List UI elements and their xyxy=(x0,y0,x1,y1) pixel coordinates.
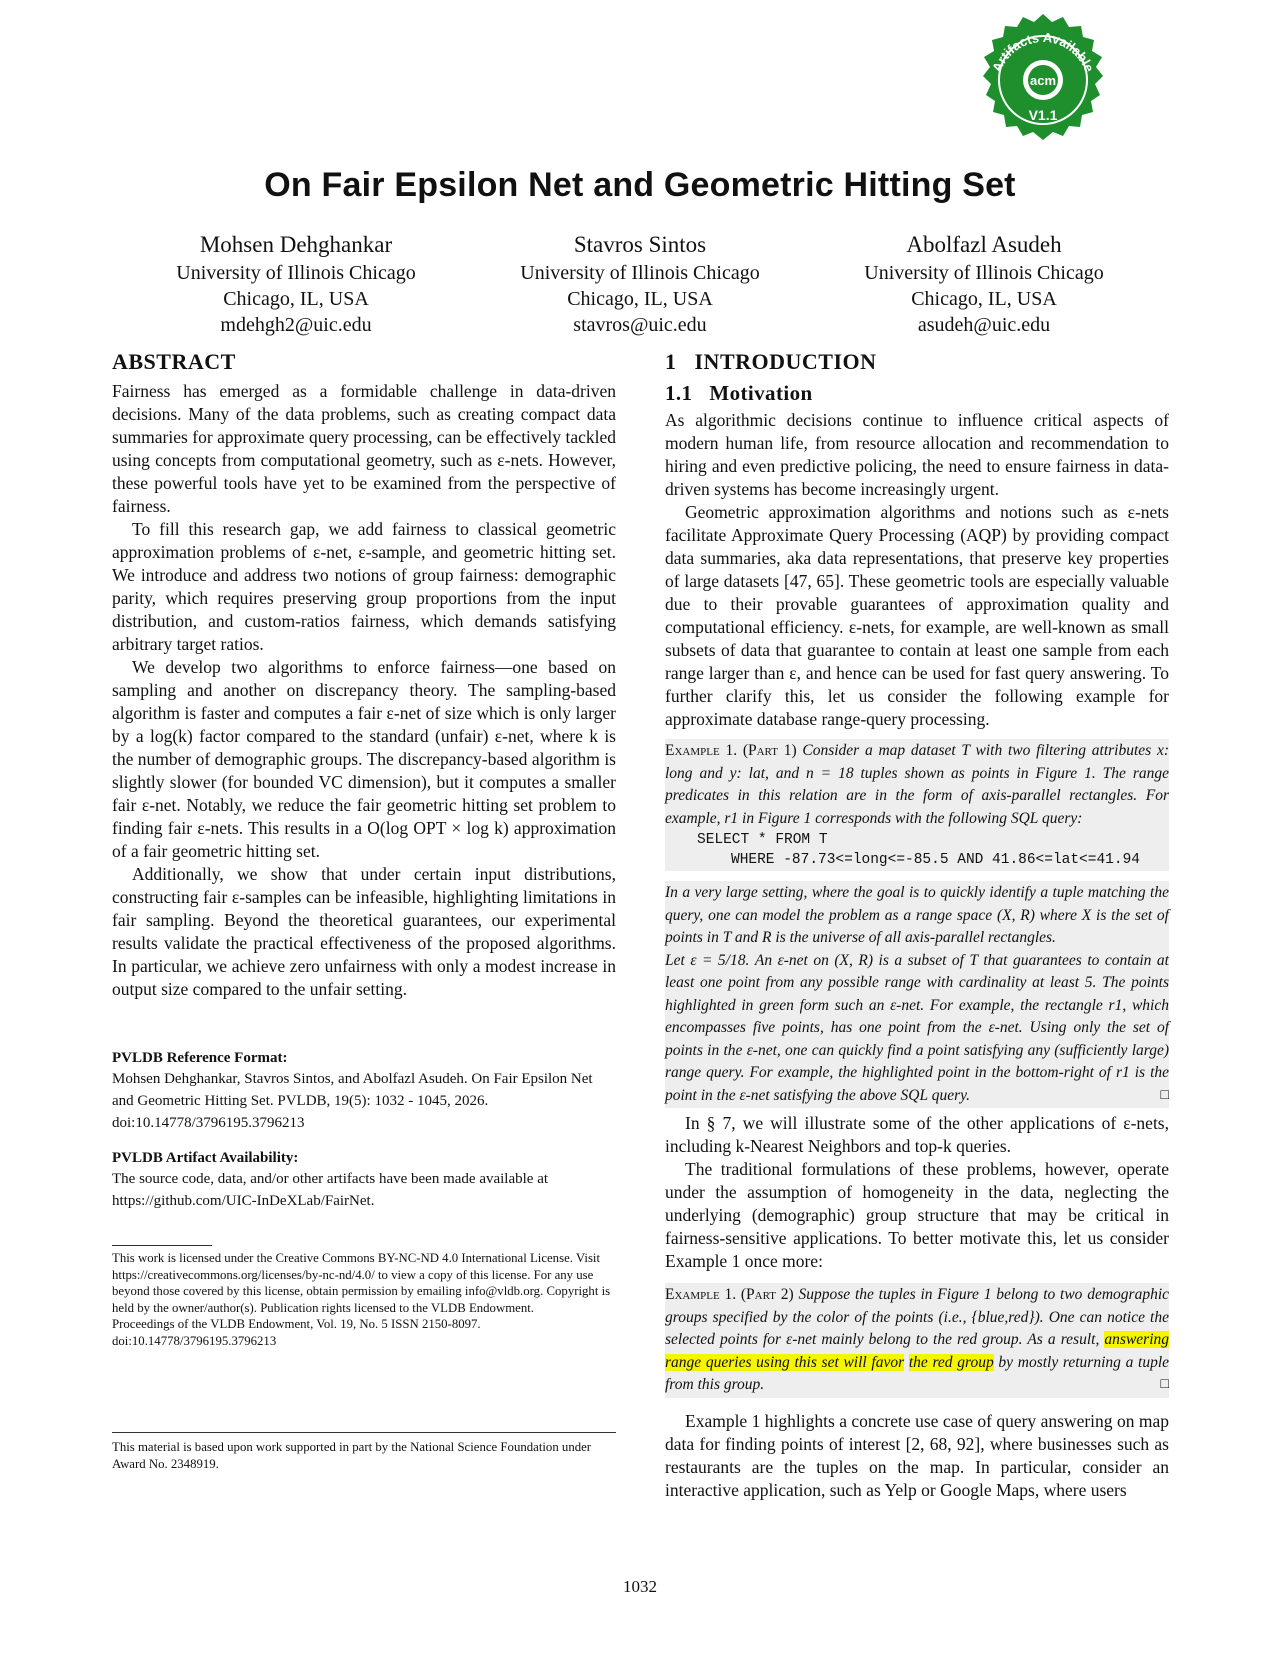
acm-logo-text: acm xyxy=(1029,73,1057,88)
license-footnote xyxy=(112,1250,616,1349)
example-1-part-2 xyxy=(665,1283,1169,1398)
author-1 xyxy=(146,230,446,338)
badge-version: V1.1 xyxy=(1028,107,1058,123)
sql-query-line-2: WHERE -87.73<=long<=-85.5 AND 41.86<=lat<=41.94 xyxy=(731,852,1140,868)
qed-symbol: □ xyxy=(1160,1087,1169,1103)
abstract-paragraph-2: To fill this research gap, we add fairness to classical geometric approximation problems of ε-net, ε-sample, and geometric hitting set. We introduce and address two notions of group fairness: demographic parity, which requires preserving group proportions from the input distribution, and custom-ratios fairness, which demands satisfying arbitrary target ratios. xyxy=(112,519,616,654)
abstract-heading: ABSTRACT xyxy=(112,349,236,374)
right-column xyxy=(665,348,1169,1502)
author-affiliation: University of Illinois Chicago xyxy=(520,262,760,284)
author-location: Chicago, IL, USA xyxy=(223,288,369,310)
author-name: Stavros Sintos xyxy=(573,232,707,257)
license-doi: doi:10.14778/3796195.3796213 xyxy=(112,1333,277,1348)
intro-paragraph-3: In § 7, we will illustrate some of the other applications of ε-nets, including k-Nearest Neighbors and top-k queries. xyxy=(665,1113,1169,1156)
example-1-part-1 xyxy=(665,739,1169,871)
abstract-paragraph-3: We develop two algorithms to enforce fairness—one based on sampling and another on discrepancy theory. The sampling-based algorithm is faster and computes a fair ε-net of size which is only larger by a log(k) factor compared to the standard (unfair) ε-net, where k is the number of demographic groups. The discrepancy-based algorithm is slightly slower (for bounded VC dimension), but it computes a smaller fair ε-net. Notably, we reduce the fair geometric hitting set problem to finding fair ε-nets. This results in a O(log OPT × log k) approximation of a fair geometric hitting set. xyxy=(112,657,616,861)
example-text: Suppose the tuples in Figure 1 belong to two demographic groups specified by the color of the points (i.e., {blue,red}). One can notice the selected points for ε-net mainly belong to the red group. As a result, xyxy=(665,1286,1169,1348)
author-email[interactable]: stavros@uic.edu xyxy=(573,314,707,336)
page-number: 1032 xyxy=(623,1577,657,1596)
author-affiliation: University of Illinois Chicago xyxy=(176,262,416,284)
funding-footnote xyxy=(112,1439,616,1472)
intro-paragraph-4: The traditional formulations of these problems, however, operate under the assumption of homogeneity in the data, neglecting the underlying (demographic) group structure that may be critical in fairness-sensitive applications. To better motivate this, let us consider Example 1 once more: xyxy=(665,1159,1169,1271)
highlighted-text: answering range queries using this set will favor xyxy=(665,1331,1169,1371)
example-label: Example 1. xyxy=(665,1286,737,1303)
badge-ring-text: Artifacts Available xyxy=(989,29,1097,75)
example-continuation-text-1: In a very large setting, where the goal is to quickly identify a tuple matching the query, one can model the problem as a range space (X, R) where X is the set of points in T and R is the universe of all axis-parallel rectangles. xyxy=(665,884,1169,946)
highlighted-text: the red group xyxy=(908,1353,994,1371)
author-name: Mohsen Dehghankar xyxy=(199,232,393,257)
author-email[interactable]: asudeh@uic.edu xyxy=(917,314,1051,336)
author-email[interactable]: mdehgh2@uic.edu xyxy=(220,314,372,336)
artifact-availability-heading: PVLDB Artifact Availability: xyxy=(112,1150,299,1166)
funding-divider xyxy=(112,1432,616,1433)
author-2 xyxy=(490,230,790,338)
sql-query-line-1: SELECT * FROM T xyxy=(697,832,828,848)
reference-format-doi: doi:10.14778/3796195.3796213 xyxy=(112,1115,305,1131)
example-text: Consider a map dataset T with two filtering attributes x: long and y: lat, and n = 18 tuples shown as points in Figure 1. The range predicates in this relation are in the form of axis-parallel rectangles. For example, r1 in Figure 1 corresponds with the following SQL query: xyxy=(665,742,1169,827)
reference-format-block xyxy=(112,1048,616,1134)
artifact-availability-text: The source code, data, and/or other artifacts have been made available at https://github.com/UIC-InDeXLab/FairNet. xyxy=(112,1171,549,1209)
left-column xyxy=(112,348,616,1001)
funding-text: This material is based upon work supported in part by the National Science Foundation under Award No. 2348919. xyxy=(112,1440,592,1471)
reference-format-heading: PVLDB Reference Format: xyxy=(112,1050,288,1066)
example-1-continuation xyxy=(665,881,1169,1108)
license-text: This work is licensed under the Creative Commons BY-NC-ND 4.0 International License. Visit https://creativecommons.org/licenses/by-nc-nd/4.0/ to view a copy of this license. For any use beyond those covered by this license, obtain permission by emailing info@vldb.org. Copyright is held by the owner/author(s). Publication rights licensed to the VLDB Endowment. xyxy=(112,1251,611,1315)
artifacts-available-badge xyxy=(968,12,1118,162)
intro-paragraph-1: As algorithmic decisions continue to influence critical aspects of modern human life, from resource allocation and recommendation to hiring and even predictive policing, the need to ensure fairness in data-driven systems has become increasingly urgent. xyxy=(665,410,1169,499)
author-3 xyxy=(834,230,1134,338)
example-continuation-text-2 xyxy=(665,950,1169,1108)
author-name: Abolfazl Asudeh xyxy=(906,232,1062,257)
example-text: by mostly returning a tuple from this group. xyxy=(665,1353,1170,1393)
reference-format-text: Mohsen Dehghankar, Stavros Sintos, and Abolfazl Asudeh. On Fair Epsilon Net and Geometric Hitting Set. PVLDB, 19(5): 1032 - 1045, 2026. xyxy=(112,1071,593,1109)
qed-symbol: □ xyxy=(1160,1377,1169,1392)
abstract-paragraph-1: Fairness has emerged as a formidable challenge in data-driven decisions. Many of the data problems, such as creating compact data summaries for approximate query processing, can be effectively tackled using concepts from computational geometry, such as ε-nets. However, these powerful tools have yet to be examined from the perspective of fairness. xyxy=(112,381,616,516)
example-label: Example 1. xyxy=(665,742,738,759)
example-continuation-text-2-body: Let ε = 5/18. An ε-net on (X, R) is a subset of T that guarantees to contain at least one point from any possible range with cardinality at least 5. The points highlighted in green form such an ε-net. For example, the rectangle r1, which encompasses five points, has one point from the ε-net. Using only the set of points in the ε-net, one can quickly find a point satisfying any (sufficiently large) range query. For example, the highlighted point in the bottom-right of r1 is the point in the ε-net satisfying the above SQL query. xyxy=(665,951,1169,1104)
abstract-paragraph-4: Additionally, we show that under certain input distributions, constructing fair ε-samples can be infeasible, highlighting limitations in fair sampling. Beyond the theoretical guarantees, our experimental results validate the practical effectiveness of the proposed algorithms. In particular, we achieve zero unfairness with only a modest increase in output size compared to the unfair setting. xyxy=(112,864,616,999)
example-part-label: (Part 2) xyxy=(740,1286,794,1303)
introduction-heading: 1 INTRODUCTION xyxy=(665,349,877,374)
author-location: Chicago, IL, USA xyxy=(911,288,1057,310)
example-part-label: (Part 1) xyxy=(742,742,797,759)
author-affiliation: University of Illinois Chicago xyxy=(864,262,1104,284)
footnote-divider xyxy=(112,1245,212,1246)
artifact-availability-block xyxy=(112,1148,616,1212)
motivation-heading: 1.1 Motivation xyxy=(665,381,813,405)
paper-title: On Fair Epsilon Net and Geometric Hitting Set xyxy=(264,166,1016,204)
author-location: Chicago, IL, USA xyxy=(567,288,713,310)
intro-paragraph-5: Example 1 highlights a concrete use case of query answering on map data for finding points of interest [2, 68, 92], where businesses such as restaurants are the tuples on the map. In particular, consider an interactive application, such as Yelp or Google Maps, where users xyxy=(665,1410,1169,1500)
proceedings-text: Proceedings of the VLDB Endowment, Vol. 19, No. 5 ISSN 2150-8097. xyxy=(112,1317,481,1331)
intro-paragraph-2: Geometric approximation algorithms and notions such as ε-nets facilitate Approximate Query Processing (AQP) by providing compact data summaries, aka data representations, that preserve key properties of large datasets [47, 65]. These geometric tools are especially valuable due to their provable guarantees of approximation quality and computational efficiency. ε-nets, for example, are well-known as small subsets of data that guarantee to contain at least one sample from each range larger than ε, and hence can be used for fast query answering. To further clarify this, let us consider the following example for approximate database range-query processing. xyxy=(665,502,1169,729)
